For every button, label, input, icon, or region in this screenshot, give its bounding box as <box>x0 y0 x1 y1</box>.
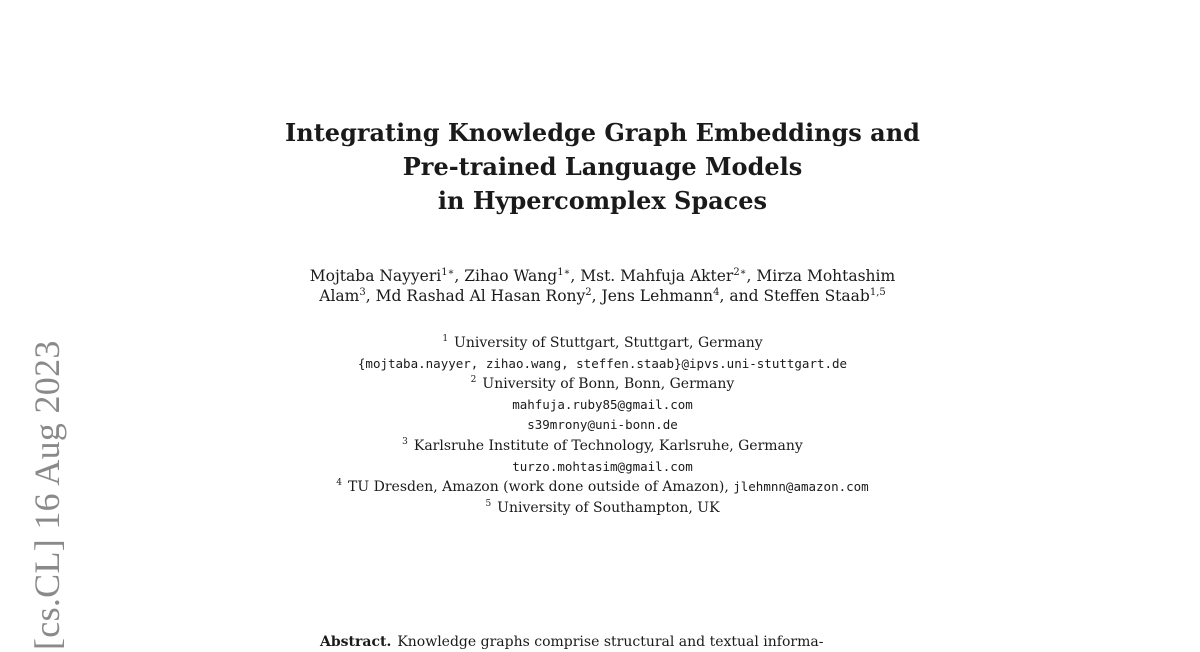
paper-page <box>200 0 1005 648</box>
affiliation-text: TU Dresden, Amazon (work done outside of Amazon), <box>348 479 729 496</box>
author-affil-mark: 3 <box>359 287 366 298</box>
affiliation-text: University of Southampton, UK <box>497 499 720 516</box>
affiliation-5 <box>200 498 1005 519</box>
abstract <box>320 632 920 652</box>
affiliation-4 <box>200 477 1005 498</box>
title-line-1: Integrating Knowledge Graph Embeddings and <box>285 118 920 147</box>
author-separator: , <box>454 267 465 285</box>
author-affil-mark: 2∗ <box>733 267 747 278</box>
author-name: Mojtaba Nayyeri <box>309 267 442 285</box>
author-line-2 <box>200 286 1005 306</box>
author-name: Steffen Staab <box>763 287 870 305</box>
author-affil-mark: 4 <box>713 287 720 298</box>
author-separator: , <box>591 287 602 305</box>
email-line-2a: mahfuja.ruby85@gmail.com <box>512 396 693 412</box>
affil-mark: 1 <box>442 334 449 344</box>
author-name: Mirza Mohtashim <box>756 267 896 285</box>
author-name: Jens Lehmann <box>601 287 714 305</box>
affiliation-1 <box>200 333 1005 354</box>
author-separator: , <box>570 267 581 285</box>
affiliation-text: University of Bonn, Bonn, Germany <box>482 376 735 393</box>
affil-mark: 2 <box>470 375 477 386</box>
affil-mark: 5 <box>485 498 492 509</box>
author-line-1 <box>200 266 1005 286</box>
abstract-label: Abstract. <box>320 634 392 650</box>
arxiv-stamp: [cs.CL] 16 Aug 2023 <box>27 340 67 650</box>
author-name: Mst. Mahfuja Akter <box>580 267 734 285</box>
abstract-text: Knowledge graphs comprise structural and textual informa- <box>397 634 824 650</box>
author-affil-mark: 1∗ <box>441 267 455 278</box>
author-separator: , <box>365 287 376 305</box>
author-affil-mark: 1,5 <box>869 287 886 298</box>
affiliation-text: Karlsruhe Institute of Technology, Karlsruhe, Germany <box>413 437 803 454</box>
affiliation-text: University of Stuttgart, Stuttgart, Germany <box>454 335 763 351</box>
email-line-3: turzo.mohtasim@gmail.com <box>512 458 693 474</box>
email-line-2b: s39mrony@uni-bonn.de <box>527 417 678 433</box>
affil-mark: 4 <box>336 478 343 489</box>
author-name: Md Rashad Al Hasan Rony <box>375 287 586 305</box>
title-line-2: Pre-trained Language Models <box>402 152 803 181</box>
paper-title <box>200 116 1005 218</box>
author-affil-mark: 2 <box>585 287 592 298</box>
affiliation-3 <box>200 436 1005 457</box>
author-list <box>200 266 1005 306</box>
affil-mark: 3 <box>402 436 408 447</box>
author-separator: , and <box>719 287 764 305</box>
email-inline-4: jlehmnn@amazon.com <box>733 479 869 495</box>
email-line-1: {mojtaba.nayyer, zihao.wang, steffen.staab}@ipvs.uni-stuttgart.de <box>357 355 848 371</box>
author-name: Zihao Wang <box>464 267 558 285</box>
author-name: Alam <box>319 287 360 305</box>
title-line-3: in Hypercomplex Spaces <box>437 186 768 215</box>
author-affil-mark: 1∗ <box>557 267 571 278</box>
affiliation-list <box>200 333 1005 518</box>
affiliation-2 <box>200 374 1005 395</box>
author-separator: , <box>746 267 757 285</box>
